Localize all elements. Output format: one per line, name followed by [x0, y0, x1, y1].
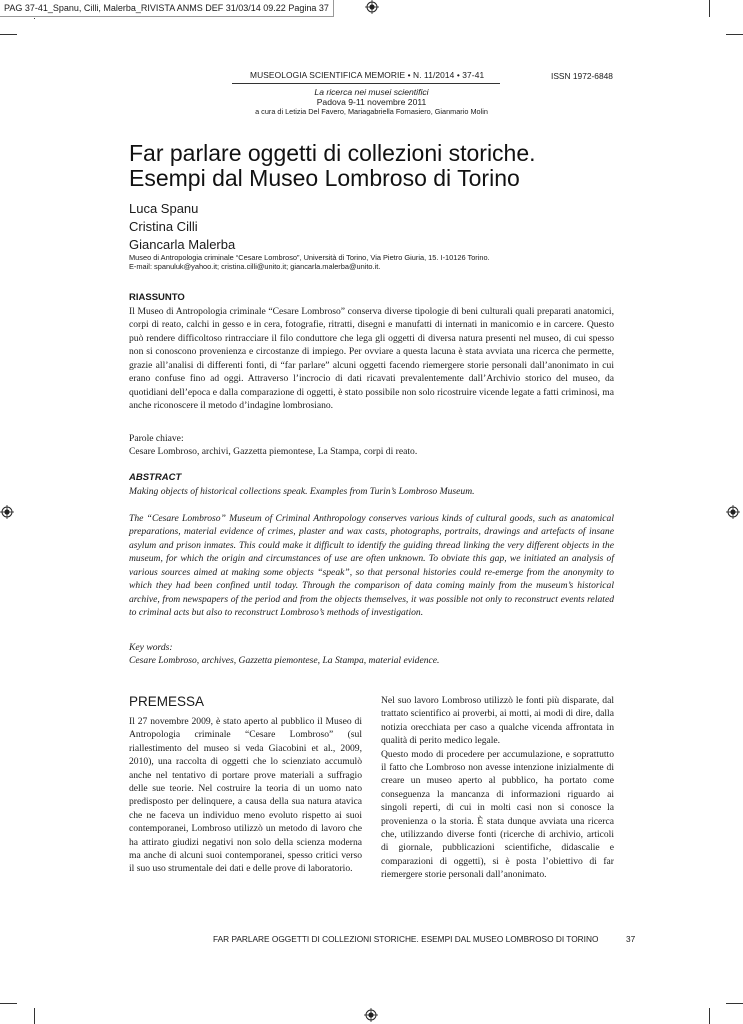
page-number: 37 [626, 934, 636, 944]
title-line: Far parlare oggetti di collezioni storiche. [129, 140, 536, 166]
riassunto-heading: RIASSUNTO [129, 292, 185, 303]
crop-mark-bottom-right-h [726, 1003, 743, 1004]
keywords-text: Cesare Lombroso, archivi, Gazzetta piemontese, La Stampa, corpi di reato. [129, 446, 418, 457]
key-words-text: Cesare Lombroso, archives, Gazzetta piemontese, La Stampa, material evidence. [129, 655, 440, 666]
crop-mark-bottom-left-h [0, 1003, 17, 1004]
riassunto-body: Il Museo di Antropologia criminale “Cesare Lombroso” conserva diverse tipologie di beni culturali quali preparati anatomici, corpi di reato, calchi in gesso e in cera, fotografie, ritratti, disegni e manufatti di internati in manicomio e in carcere. Questo può rendere difficoltoso rintracciare il filo conduttore che lega gli oggetti di diversa natura presenti nel museo, di cui spesso non si conoscono provenienza e circostanze di impiego. Per ovviare a questa lacuna è stata avviata una ricerca che permette, grazie all’analisi di differenti fonti, di “far parlare” alcuni oggetti facendo riemergere storie personali dall’anonimato in cui erano confuse fino ad oggi. Attraverso l’incrocio di dati ricavati prevalentemente dall’Archivio storico del museo, da quotidiani dell’epoca e dalla comparazione di oggetti, è stato possibile non solo ricostruire vicende legate a fatti criminosi, ma anche riconoscere il metodo d’indagine lombrosiano. [129, 306, 614, 412]
crop-mark-bottom-right-v [709, 1008, 710, 1024]
journal-line: MUSEOLOGIA SCIENTIFICA MEMORIE • N. 11/2014 • 37-41 [250, 70, 485, 80]
running-footer: FAR PARLARE OGGETTI DI COLLEZIONI STORICHE. ESEMPI DAL MUSEO LOMBROSO DI TORINO [213, 934, 599, 944]
affiliation [129, 253, 629, 271]
registration-mark-icon [365, 0, 379, 14]
article-title [129, 141, 629, 191]
conference-series: La ricerca nei musei scientifici [314, 87, 429, 97]
conference-dates: Padova 9-11 novembre 2011 [316, 97, 427, 107]
crop-mark-top-right-v [709, 0, 710, 17]
body-column-left [129, 715, 362, 876]
author-list [129, 200, 235, 254]
abstract-heading: ABSTRACT [129, 472, 182, 483]
crop-mark-top-left-v [34, 18, 35, 19]
registration-mark-icon [726, 505, 740, 519]
affiliation-address: Museo di Antropologia criminale “Cesare Lombroso”, Università di Torino, Via Pietro Giuria, 15. I-10126 Torino. [129, 253, 490, 262]
crop-mark-top-left-h [0, 34, 17, 35]
affiliation-emails: E-mail: spanuluk@yahoo.it; cristina.cilli@unito.it; giancarla.malerba@unito.it. [129, 262, 381, 271]
abstract-subtitle: Making objects of historical collections speak. Examples from Turin’s Lombroso Museum. [129, 486, 475, 497]
body-paragraph: Il 27 novembre 2009, è stato aperto al pubblico il Museo di Antropologia criminale “Cesare Lombroso” (sul riallestimento del museo si veda Giacobini et al., 2009, 2010), una raccolta di oggetti che lo scienziato accumulò anche nel tentativo di portare prove materiali a suffragio delle sue teorie. Nel costruire la teoria di un uomo nato predisposto per delinquere, a causa della sua natura atavica che ne faceva un individuo meno evoluto rispetto ai suoi contemporanei, Lombroso utilizzò un metodo di lavoro che ha attirato giudizi negativi non solo della scienza moderna ma anche di alcuni suoi contemporanei, spesso critici verso il suo uso strumentale dei dati e delle prove di laboratorio. [129, 716, 362, 875]
body-paragraph: Nel suo lavoro Lombroso utilizzò le fonti più disparate, dal trattato scientifico ai proverbi, ai motti, ai modi di dire, dalla notizia orecchiata per caso a qualche vicenda affrontata in qualità di perito medico legale. [381, 695, 614, 747]
registration-mark-icon [0, 505, 14, 519]
author-name: Luca Spanu [129, 201, 199, 216]
body-column-right [381, 694, 614, 882]
print-slug: PAG 37-41_Spanu, Cilli, Malerba_RIVISTA ANMS DEF 31/03/14 09.22 Pagina 37 [0, 0, 334, 17]
issn: ISSN 1972-6848 [551, 71, 613, 81]
registration-mark-icon [364, 1008, 378, 1022]
body-paragraph: Questo modo di procedere per accumulazione, e soprattutto il fatto che Lombroso non avesse intenzione inizialmente di creare un museo aperto al pubblico, ha portato come conseguenza la mancanza di informazioni riguardo ai singoli reperti, di cui in molti casi non si conosce la provenienza o la storia. È stata dunque avviata una ricerca che, utilizzando diverse fonti (ricerche di archivio, articoli di giornale, pubblicazioni scientifiche, didascalie e comparazioni di oggetti), si è posta l’obiettivo di far riemergere storie personali dall’anonimato. [381, 748, 614, 881]
keywords-label: Parole chiave: [129, 433, 184, 444]
author-name: Cristina Cilli [129, 219, 198, 234]
section-heading: PREMESSA [129, 694, 205, 709]
crop-mark-bottom-left-v [34, 1008, 35, 1024]
title-line: Esempi dal Museo Lombroso di Torino [129, 165, 520, 191]
author-name: Giancarla Malerba [129, 237, 236, 252]
header-rule [232, 83, 500, 84]
conference-editors: a cura di Letizia Del Favero, Mariagabriella Fornasiero, Gianmario Molin [255, 107, 488, 116]
abstract-body: The “Cesare Lombroso” Museum of Criminal Anthropology conserves various kinds of cultural goods, such as anatomical preparations, material evidence of crimes, plaster and wax casts, photographs, portraits, drawings and artefacts of insane asylum and prison inmates. This could make it difficult to identify the guiding thread linking the very different objects in the museum, for which the origin and circumstances of use are often unknown. To obviate this gap, we initiated an analysis of various sources aimed at making some objects “speak”, so that personal histories could re-emerge from the anonymity to which they had been confined until today. Through the comparison of data coming mainly from the museum’s historical archive, from newspapers of the period and from the objects themselves, it was possible not only to reconstruct events related to criminal acts but also to reconstruct Lombroso’s methods of investigation. [129, 513, 614, 619]
key-words-label: Key words: [129, 642, 173, 653]
crop-mark-top-right-h [726, 34, 743, 35]
